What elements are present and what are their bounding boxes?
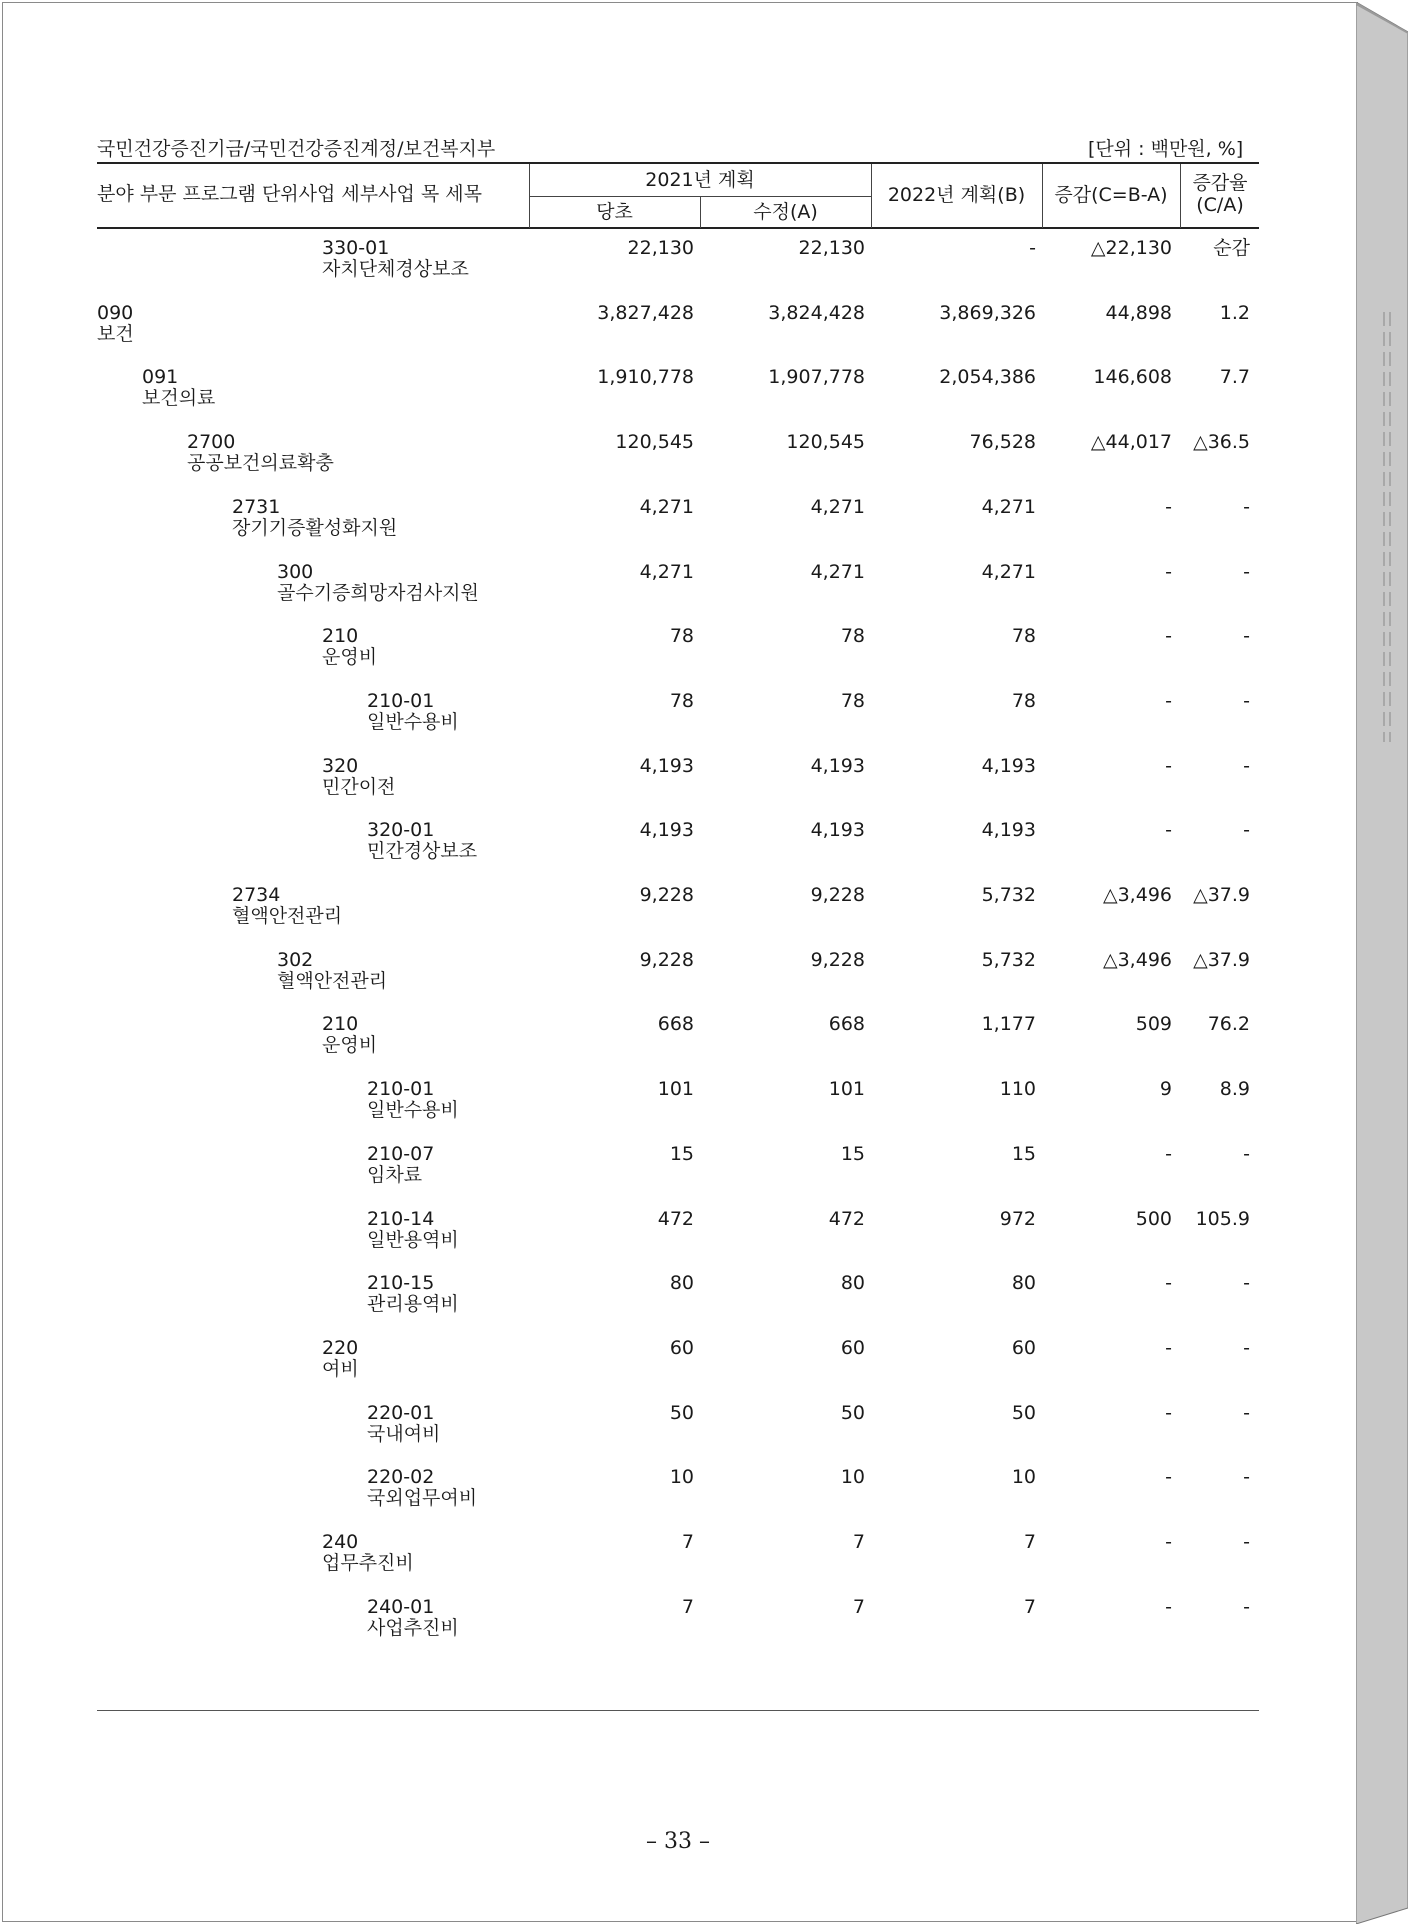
row-initial: 22,130 bbox=[627, 237, 694, 259]
row-name: 보건 bbox=[97, 322, 134, 345]
row-name: 운영비 bbox=[322, 1034, 378, 1057]
row-change: - bbox=[1165, 1531, 1172, 1553]
row-initial: 4,271 bbox=[639, 560, 694, 583]
unit-label: [단위 : 백만원, %] bbox=[1088, 138, 1244, 160]
row-plan2022: 110 bbox=[999, 1078, 1036, 1101]
row-rate: - bbox=[1243, 754, 1250, 777]
row-revised: 472 bbox=[828, 1207, 865, 1230]
row-initial: 7 bbox=[681, 1595, 694, 1618]
row-plan2022: 4,271 bbox=[981, 495, 1036, 518]
table-row bbox=[0, 1597, 1411, 1661]
row-change: 146,608 bbox=[1093, 366, 1172, 389]
row-code: 302 bbox=[277, 948, 314, 971]
header-plan2022: 2022년 계획(B) bbox=[887, 184, 1026, 206]
row-name: 업무추진비 bbox=[322, 1552, 414, 1574]
row-rate: - bbox=[1243, 1336, 1250, 1359]
row-change: - bbox=[1165, 1336, 1172, 1359]
table-row bbox=[0, 1403, 1411, 1467]
row-plan2022: 3,869,326 bbox=[939, 301, 1036, 324]
row-initial: 10 bbox=[669, 1466, 694, 1489]
row-change: △44,017 bbox=[1090, 431, 1172, 454]
row-rate: - bbox=[1243, 1531, 1250, 1553]
row-revised: 4,271 bbox=[810, 495, 865, 518]
header-change: 증감(C=B-A) bbox=[1054, 184, 1168, 206]
row-name: 여비 bbox=[322, 1357, 359, 1380]
table-row bbox=[0, 1532, 1411, 1596]
page-number: – 33 – bbox=[646, 1829, 710, 1854]
row-revised: 1,907,778 bbox=[768, 366, 865, 389]
row-rate: 105.9 bbox=[1195, 1207, 1250, 1230]
row-revised: 60 bbox=[840, 1336, 865, 1359]
row-change: - bbox=[1165, 1401, 1172, 1424]
row-initial: 50 bbox=[669, 1401, 694, 1424]
header-initial: 당초 bbox=[596, 201, 633, 223]
row-change: - bbox=[1165, 1466, 1172, 1489]
row-plan2022: 15 bbox=[1011, 1142, 1036, 1165]
row-plan2022: 80 bbox=[1011, 1272, 1036, 1295]
row-name: 사업추진비 bbox=[367, 1616, 459, 1639]
row-rate: - bbox=[1243, 625, 1250, 648]
row-revised: 120,545 bbox=[786, 431, 865, 454]
row-code: 210-07 bbox=[367, 1142, 435, 1165]
row-initial: 15 bbox=[669, 1142, 694, 1165]
row-plan2022: 1,177 bbox=[981, 1013, 1036, 1036]
table-row bbox=[0, 1467, 1411, 1531]
row-rate: 1.2 bbox=[1219, 301, 1250, 324]
row-initial: 78 bbox=[669, 625, 694, 648]
table-row bbox=[0, 885, 1411, 949]
row-name: 자치단체경상보조 bbox=[322, 258, 469, 280]
table-row bbox=[0, 367, 1411, 431]
row-plan2022: 78 bbox=[1011, 689, 1036, 712]
row-revised: 7 bbox=[852, 1531, 865, 1553]
row-code: 220-01 bbox=[367, 1401, 435, 1424]
row-initial: 120,545 bbox=[615, 431, 694, 454]
row-revised: 101 bbox=[828, 1078, 865, 1101]
row-initial: 9,228 bbox=[639, 884, 694, 906]
row-plan2022: 7 bbox=[1023, 1595, 1036, 1618]
row-change: - bbox=[1165, 1142, 1172, 1165]
row-plan2022: 10 bbox=[1011, 1466, 1036, 1489]
row-plan2022: 4,193 bbox=[981, 754, 1036, 777]
row-code: 2731 bbox=[232, 495, 281, 518]
table-row bbox=[0, 691, 1411, 755]
row-name: 보건의료 bbox=[142, 387, 216, 410]
row-revised: 78 bbox=[840, 689, 865, 712]
row-plan2022: 5,732 bbox=[981, 884, 1036, 906]
row-rate: - bbox=[1243, 1466, 1250, 1489]
row-code: 210-01 bbox=[367, 689, 435, 712]
row-change: - bbox=[1165, 819, 1172, 842]
table-row bbox=[0, 432, 1411, 496]
row-name: 관리용역비 bbox=[367, 1293, 459, 1316]
row-change: 9 bbox=[1159, 1078, 1172, 1101]
row-name: 임차료 bbox=[367, 1163, 423, 1186]
row-change: - bbox=[1165, 689, 1172, 712]
row-revised: 4,193 bbox=[810, 819, 865, 842]
row-change: 509 bbox=[1135, 1013, 1172, 1036]
row-initial: 4,193 bbox=[639, 819, 694, 842]
row-revised: 4,193 bbox=[810, 754, 865, 777]
row-plan2022: 972 bbox=[999, 1207, 1036, 1230]
row-plan2022: 4,271 bbox=[981, 560, 1036, 583]
row-code: 210 bbox=[322, 625, 359, 648]
row-plan2022: 78 bbox=[1011, 625, 1036, 648]
row-rate: △37.9 bbox=[1193, 884, 1250, 906]
row-plan2022: 50 bbox=[1011, 1401, 1036, 1424]
row-initial: 80 bbox=[669, 1272, 694, 1295]
table-row bbox=[0, 950, 1411, 1014]
row-code: 2700 bbox=[187, 431, 236, 454]
row-plan2022: 60 bbox=[1011, 1336, 1036, 1359]
row-rate: △37.9 bbox=[1193, 948, 1250, 971]
row-name: 공공보건의료확충 bbox=[187, 452, 334, 475]
row-initial: 101 bbox=[657, 1078, 694, 1101]
row-revised: 3,824,428 bbox=[768, 301, 865, 324]
row-rate: 76.2 bbox=[1207, 1013, 1250, 1036]
row-code: 091 bbox=[142, 366, 179, 389]
row-initial: 1,910,778 bbox=[597, 366, 694, 389]
row-name: 일반수용비 bbox=[367, 710, 459, 733]
row-rate: - bbox=[1243, 819, 1250, 842]
header-revised: 수정(A) bbox=[753, 201, 818, 223]
row-change: - bbox=[1165, 625, 1172, 648]
row-name: 일반용역비 bbox=[367, 1228, 459, 1251]
row-rate: - bbox=[1243, 1142, 1250, 1165]
row-rate: 순감 bbox=[1213, 237, 1250, 259]
row-code: 090 bbox=[97, 301, 134, 324]
header-plan2021: 2021년 계획 bbox=[645, 169, 755, 191]
row-name: 일반수용비 bbox=[367, 1099, 459, 1122]
row-revised: 80 bbox=[840, 1272, 865, 1295]
row-initial: 3,827,428 bbox=[597, 301, 694, 324]
row-plan2022: 4,193 bbox=[981, 819, 1036, 842]
row-code: 240 bbox=[322, 1531, 359, 1553]
row-code: 210-15 bbox=[367, 1272, 435, 1295]
row-rate: - bbox=[1243, 1401, 1250, 1424]
row-revised: 9,228 bbox=[810, 948, 865, 971]
table-bottom-rule bbox=[97, 1710, 1259, 1711]
table-header-bottom-rule bbox=[97, 227, 1259, 229]
row-initial: 78 bbox=[669, 689, 694, 712]
table-row bbox=[0, 303, 1411, 367]
row-code: 300 bbox=[277, 560, 314, 583]
table-row bbox=[0, 1014, 1411, 1078]
row-name: 골수기증희망자검사지원 bbox=[277, 581, 479, 604]
row-code: 210-14 bbox=[367, 1207, 435, 1230]
row-name: 혈액안전관리 bbox=[232, 905, 343, 927]
row-initial: 4,193 bbox=[639, 754, 694, 777]
document-title: 국민건강증진기금/국민건강증진계정/보건복지부 bbox=[97, 138, 496, 160]
table-row bbox=[0, 1273, 1411, 1337]
table-row bbox=[0, 820, 1411, 884]
row-name: 장기기증활성화지원 bbox=[232, 516, 398, 539]
row-revised: 9,228 bbox=[810, 884, 865, 906]
row-rate: 7.7 bbox=[1219, 366, 1250, 389]
row-initial: 472 bbox=[657, 1207, 694, 1230]
row-change: △22,130 bbox=[1090, 237, 1172, 259]
row-revised: 50 bbox=[840, 1401, 865, 1424]
row-code: 240-01 bbox=[367, 1595, 435, 1618]
row-revised: 668 bbox=[828, 1013, 865, 1036]
table-row bbox=[0, 562, 1411, 626]
row-code: 330-01 bbox=[322, 237, 390, 259]
row-revised: 7 bbox=[852, 1595, 865, 1618]
row-initial: 7 bbox=[681, 1531, 694, 1553]
row-change: 44,898 bbox=[1105, 301, 1172, 324]
row-change: 500 bbox=[1135, 1207, 1172, 1230]
row-change: - bbox=[1165, 754, 1172, 777]
header-hierarchy: 분야 부문 프로그램 단위사업 세부사업 목 세목 bbox=[97, 183, 482, 205]
row-plan2022: - bbox=[1029, 237, 1036, 259]
table-top-rule bbox=[97, 162, 1259, 164]
row-plan2022: 5,732 bbox=[981, 948, 1036, 971]
row-revised: 78 bbox=[840, 625, 865, 648]
row-plan2022: 2,054,386 bbox=[939, 366, 1036, 389]
row-name: 민간경상보조 bbox=[367, 840, 478, 863]
row-code: 320-01 bbox=[367, 819, 435, 842]
row-change: - bbox=[1165, 495, 1172, 518]
row-initial: 60 bbox=[669, 1336, 694, 1359]
row-plan2022: 76,528 bbox=[969, 431, 1036, 454]
row-rate: △36.5 bbox=[1193, 431, 1250, 454]
row-change: △3,496 bbox=[1102, 884, 1172, 906]
row-revised: 4,271 bbox=[810, 560, 865, 583]
row-change: - bbox=[1165, 1595, 1172, 1618]
table-row bbox=[0, 1144, 1411, 1208]
table-row bbox=[0, 1209, 1411, 1273]
table-row bbox=[0, 497, 1411, 561]
table-row bbox=[0, 756, 1411, 820]
header-rate: 증감율 (C/A) bbox=[1192, 172, 1248, 216]
table-row bbox=[0, 1338, 1411, 1402]
row-initial: 668 bbox=[657, 1013, 694, 1036]
row-code: 220-02 bbox=[367, 1466, 435, 1489]
row-change: △3,496 bbox=[1102, 948, 1172, 971]
row-code: 320 bbox=[322, 754, 359, 777]
row-initial: 4,271 bbox=[639, 495, 694, 518]
row-revised: 10 bbox=[840, 1466, 865, 1489]
row-rate: - bbox=[1243, 1595, 1250, 1618]
row-name: 혈액안전관리 bbox=[277, 969, 388, 992]
row-name: 국외업무여비 bbox=[367, 1487, 478, 1510]
table-row bbox=[0, 238, 1411, 302]
table-row bbox=[0, 1079, 1411, 1143]
row-rate: - bbox=[1243, 689, 1250, 712]
row-rate: - bbox=[1243, 495, 1250, 518]
row-code: 2734 bbox=[232, 884, 281, 906]
row-code: 210-01 bbox=[367, 1078, 435, 1101]
row-change: - bbox=[1165, 560, 1172, 583]
row-name: 운영비 bbox=[322, 646, 378, 669]
row-code: 220 bbox=[322, 1336, 359, 1359]
row-initial: 9,228 bbox=[639, 948, 694, 971]
row-revised: 22,130 bbox=[798, 237, 865, 259]
row-change: - bbox=[1165, 1272, 1172, 1295]
row-code: 210 bbox=[322, 1013, 359, 1036]
row-revised: 15 bbox=[840, 1142, 865, 1165]
row-plan2022: 7 bbox=[1023, 1531, 1036, 1553]
row-name: 민간이전 bbox=[322, 775, 396, 798]
row-rate: - bbox=[1243, 560, 1250, 583]
table-row bbox=[0, 626, 1411, 690]
row-name: 국내여비 bbox=[367, 1422, 441, 1445]
row-rate: - bbox=[1243, 1272, 1250, 1295]
row-rate: 8.9 bbox=[1219, 1078, 1250, 1101]
